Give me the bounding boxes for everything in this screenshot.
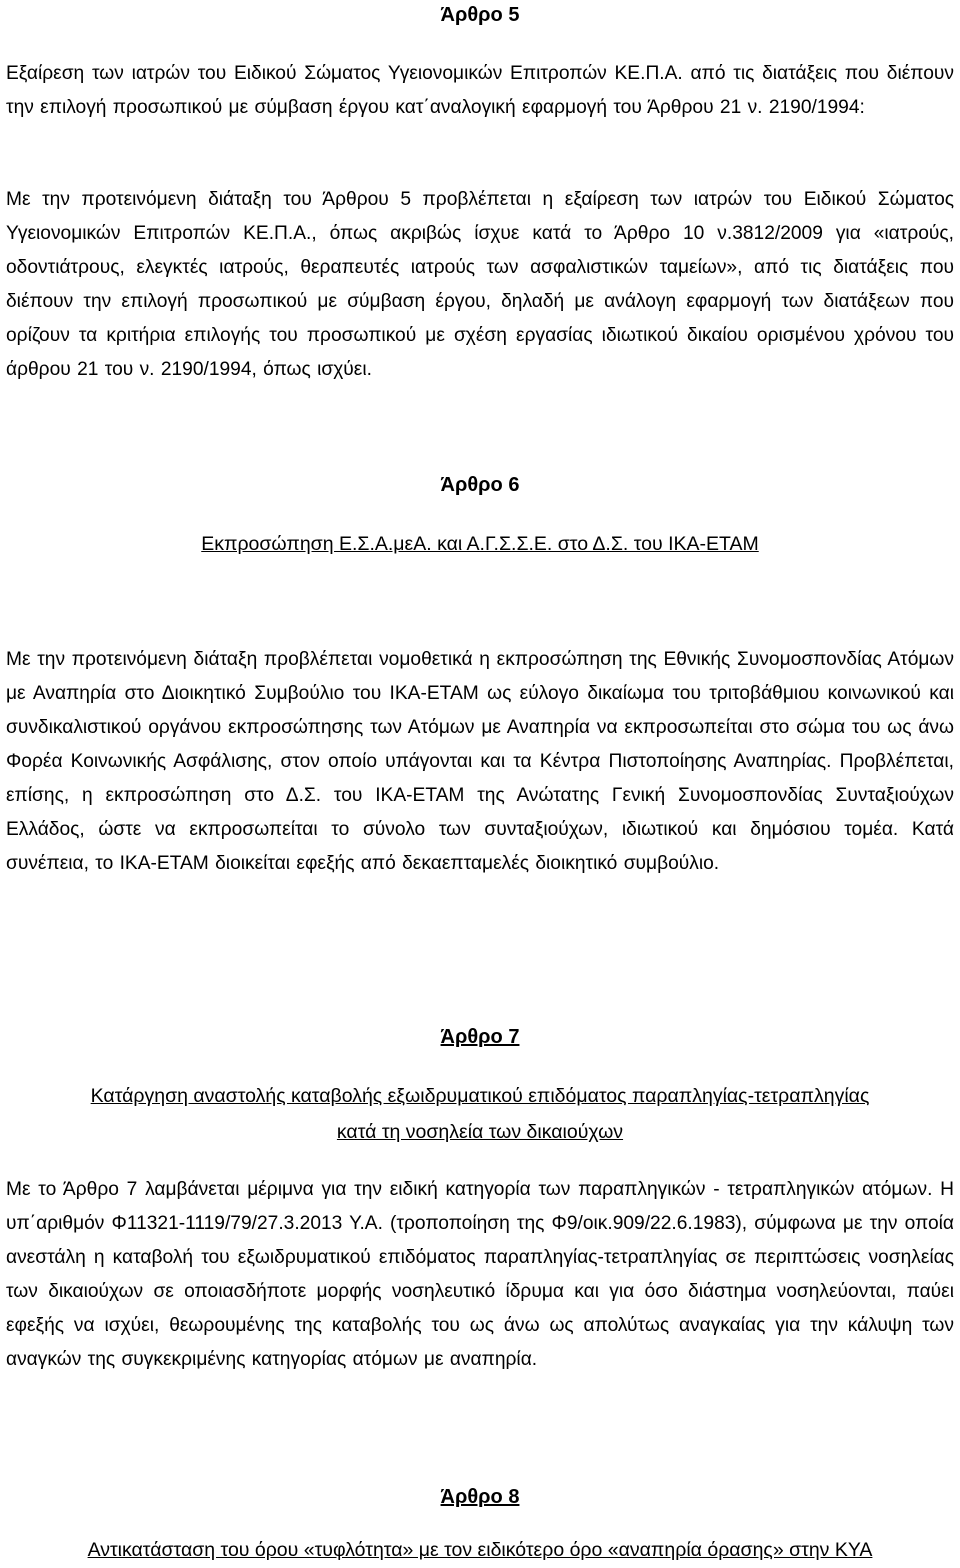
article-7-subtitle-line-1: Κατάργηση αναστολής καταβολής εξωιδρυματικού επιδόματος παραπληγίας-τετραπληγίας [90, 1085, 870, 1107]
article-7-subtitle-line-2: κατά τη νοσηλεία των δικαιούχων [336, 1121, 624, 1143]
article-5-paragraph-2: Με την προτεινόμενη διάταξη του Άρθρου 5 προβλέπεται η εξαίρεση των ιατρών του Ειδικού Σώματος Υγειονομικών Επιτροπών ΚΕ.Π.Α., όπως ακριβώς ίσχυε κατά το Άρθρο 10 ν.3812/2009 για «ιατρούς, οδοντιάτρους, ελεγκτές ιατρούς, θεραπευτές ιατρούς των ασφαλιστικών ταμείων», από τις διατάξεις που διέπουν την επιλογή προσωπικού με σύμβαση έργου, δηλαδή με ανάλογη εφαρμογή των διατάξεων που ορίζουν τα κριτήρια επιλογής του προσωπικού με σχέση εργασίας ιδιωτικού δικαίου ορισμένου χρόνου του άρθρου 21 του ν. 2190/1994, όπως ισχύει. [6, 189, 954, 380]
article-6-subtitle: Εκπροσώπηση Ε.Σ.Α.μεΑ. και Α.Γ.Σ.Σ.Ε. στο Δ.Σ. του ΙΚΑ-ΕΤΑΜ [201, 533, 759, 555]
article-7-title: Άρθρο 7 [440, 1026, 520, 1048]
article-5-title: Άρθρο 5 [440, 4, 520, 26]
article-6-title: Άρθρο 6 [440, 474, 520, 496]
article-7-paragraph-1: Με το Άρθρο 7 λαμβάνεται μέριμνα για την ειδική κατηγορία των παραπληγικών - τετραπληγικών ατόμων. Η υπ΄αριθμόν Φ11321-1119/79/27.3.2013 Υ.Α. (τροποποίηση της Φ9/οικ.909/22.6.1983), σύμφωνα με την οποία ανεστάλη η καταβολή του εξωιδρυματικού επιδόματος παραπληγίας-τετραπληγίας σε περιπτώσεις νοσηλείας των δικαιούχων σε οποιασδήποτε μορφής νοσηλευτικό ίδρυμα και για όσο διάστημα νοσηλεύονται, παύει εφεξής να ισχύει, θεωρουμένης της καταβολής του ως άνω ως απολύτως αναγκαίας για την κάλυψη των αναγκών της συγκεκριμένης κατηγορίας ατόμων με αναπηρία. [6, 1179, 954, 1370]
article-8-subtitle: Αντικατάσταση του όρου «τυφλότητα» με τον ειδικότερο όρο «αναπηρία όρασης» στην ΚΥΑ [87, 1539, 873, 1561]
article-5-paragraph-1: Εξαίρεση των ιατρών του Ειδικού Σώματος Υγειονομικών Επιτροπών ΚΕ.Π.Α. από τις διατάξεις που διέπουν την επιλογή προσωπικού με σύμβαση έργου κατ΄αναλογική εφαρμογή του Άρθρου 21 ν. 2190/1994: [6, 63, 954, 118]
article-8-title: Άρθρο 8 [440, 1486, 520, 1508]
article-6-paragraph-1: Με την προτεινόμενη διάταξη προβλέπεται νομοθετικά η εκπροσώπηση της Εθνικής Συνομοσπονδίας Ατόμων με Αναπηρία στο Διοικητικό Συμβούλιο του ΙΚΑ-ΕΤΑΜ ως εύλογο δικαίωμα του τριτοβάθμιου κοινωνικού και συνδικαλιστικού οργάνου εκπροσώπησης των Ατόμων με Αναπηρία να εκπροσωπείται στο σώμα του ως άνω Φορέα Κοινωνικής Ασφάλισης, στον οποίο υπάγονται και τα Κέντρα Πιστοποίησης Αναπηρίας. Προβλέπεται, επίσης, η εκπροσώπηση στο Δ.Σ. του ΙΚΑ-ΕΤΑΜ της Ανώτατης Γενική Συνομοσπονδίας Συνταξιούχων Ελλάδος, ώστε να εκπροσωπείται το σύνολο των συνταξιούχων, ιδιωτικού και δημόσιου τομέα. Κατά συνέπεια, το ΙΚΑ-ΕΤΑΜ διοικείται εφεξής από δεκαεπταμελές διοικητικό συμβούλιο. [6, 649, 954, 874]
